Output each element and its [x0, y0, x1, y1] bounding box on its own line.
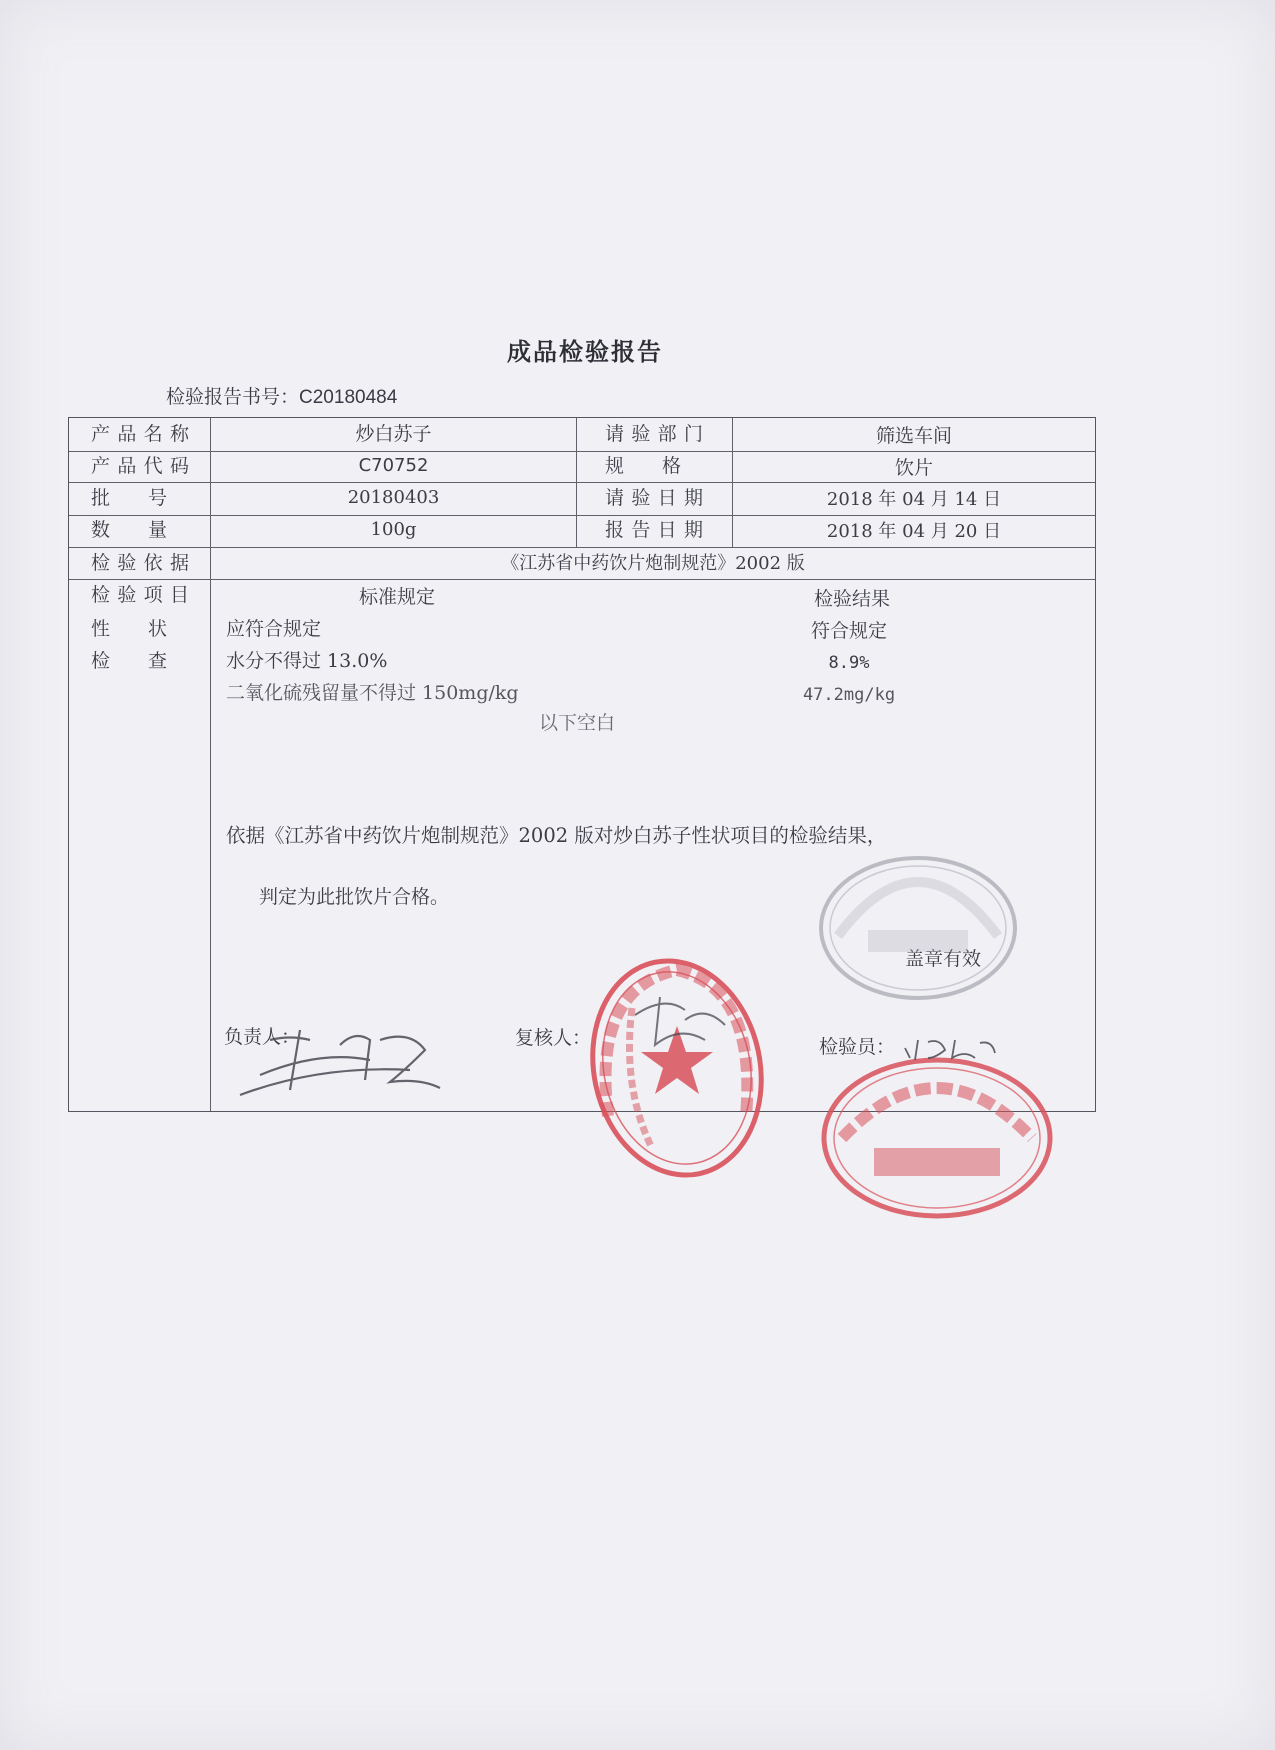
batch-no-label: 批 号 — [91, 487, 168, 509]
request-date-value: 2018 年 04 月 14 日 — [826, 489, 1002, 510]
spec-value: 饮片 — [894, 457, 933, 479]
document-title: 成品检验报告 — [507, 337, 663, 366]
batch-no-value: 20180403 — [347, 487, 440, 508]
standard-header: 标准规定 — [359, 586, 436, 608]
report-date-value: 2018 年 04 月 20 日 — [826, 521, 1002, 542]
conclusion-line1: 依据《江苏省中药饮片炮制规范》2002 版对炒白苏子性状项目的检验结果， — [226, 824, 887, 847]
quantity-label: 数 量 — [91, 519, 168, 541]
basis-value: 《江苏省中药饮片炮制规范》2002 版 — [501, 553, 805, 574]
request-dept-label: 请验部门 — [605, 423, 703, 445]
items-header-label: 检验项目 — [91, 584, 189, 606]
item-moisture-result: 8.9% — [828, 653, 870, 673]
conclusion-line2: 判定为此批饮片合格。 — [259, 886, 450, 908]
item-so2-result: 47.2mg/kg — [802, 685, 896, 705]
item-check-label: 检 查 — [91, 650, 168, 672]
product-name-value: 炒白苏子 — [355, 423, 432, 445]
item-appearance-result: 符合规定 — [810, 620, 887, 642]
responsible-label: 负责人： — [224, 1026, 301, 1048]
red-round-center-band — [874, 1148, 1000, 1176]
request-dept-value: 筛选车间 — [875, 425, 952, 447]
basis-label: 检验依据 — [91, 552, 189, 574]
product-code-value: C70752 — [358, 455, 429, 476]
item-appearance-standard: 应符合规定 — [226, 618, 322, 640]
quantity-value: 100g — [370, 519, 417, 540]
inspector-label: 检验员： — [819, 1036, 896, 1058]
reviewer-label: 复核人： — [515, 1027, 592, 1049]
report-number-label: 检验报告书号： — [166, 386, 300, 408]
spec-label: 规 格 — [605, 455, 682, 477]
result-header: 检验结果 — [814, 588, 891, 610]
item-appearance-label: 性 状 — [91, 618, 168, 640]
item-so2-standard: 二氧化硫残留量不得过 150mg/kg — [226, 682, 519, 704]
product-name-label: 产品名称 — [91, 423, 189, 445]
report-number — [166, 382, 397, 409]
report-number-value: C20180484 — [299, 387, 398, 408]
report-date-label: 报告日期 — [605, 519, 703, 541]
request-date-label: 请验日期 — [605, 487, 703, 509]
seal-note: 盖章有效 — [905, 948, 982, 970]
blank-note: 以下空白 — [539, 712, 616, 734]
product-code-label: 产品代码 — [91, 455, 189, 477]
item-moisture-standard: 水分不得过 13.0% — [226, 650, 388, 672]
report-table — [68, 417, 1096, 1112]
